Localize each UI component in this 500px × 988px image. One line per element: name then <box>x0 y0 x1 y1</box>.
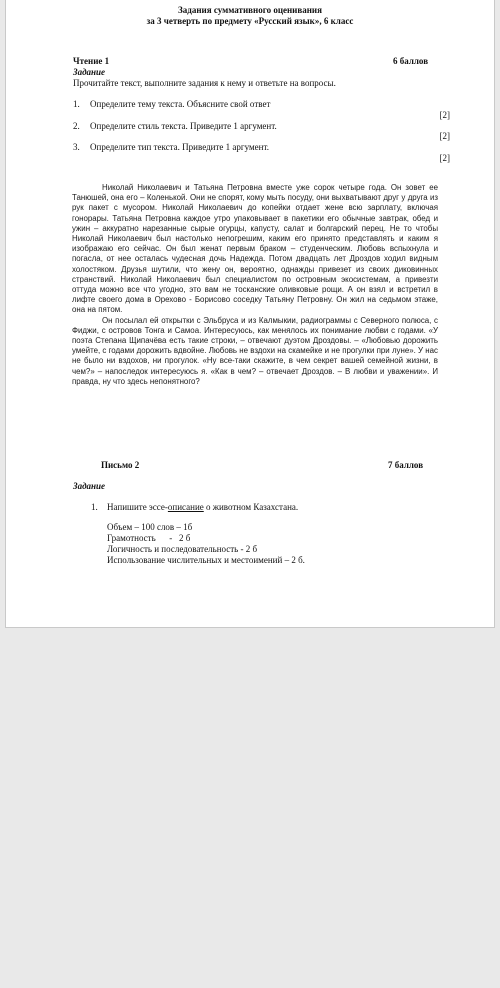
question-text: Определите стиль текста. Приведите 1 аргумент. <box>90 121 277 131</box>
reading-paragraph-2: Он посылал ей открытки с Эльбруса и из Калмыкии, радиограммы с Северного полюса, с Фиджи, с островов Тонга и Самоа. Интересуюсь, как менялось их понимание любви с годами. «У поэта Степана Щипачёва есть такие строки, – отвечают дуэтом Дроздовы. – «Любовью дорожить умейте, с годами дорожить вдвойне. Любовь не вздохи на скамейке и не прогулки при луне». У нас не было ни вздохов, ни прогулок. «Ну все-таки скажите, в чем секрет вашей семейной жизни, в чем?» – напоследок интересуюсь я. «Как в чем? – отвечает Дроздов. – В любви и уважении». И правда, ну что здесь непонятного? <box>72 315 438 386</box>
task-text-part: о животном Казахстана. <box>203 502 299 512</box>
question-3-mark: [2] <box>439 153 450 163</box>
question-text: Определите тип текста. Приведите 1 аргумент. <box>90 142 269 152</box>
criterion-item: Использование числительных и местоимений – 2 б. <box>107 555 305 565</box>
reading-paragraph-1: Николай Николаевич и Татьяна Петровна вместе уже сорок четыре года. Он зовет ее Танюшей, она его – Коленькой. Они не спорят, кому мыть посуду, они выхватывают друг у друга из рук пакет с мусором. Николай Николаевич до копейки отдает жене всю зарплату, включая гонорары. Татьяна Петровна каждое утро упаковывает в пакетики его обычные завтрак, обед и ужин – аккуратно нарезанные сырые огурцы, капусту, салат и болгарский перец. Не то чтобы Николай Николаевич был настолько непогрешим, каким его принято представлять и каким я изображаю его сейчас. Он был женат первым браком – студенческим. Любовь вспыхнула и погасла, от нее осталась чудесная дочь Надежда. Потом двадцать лет Дроздов ходил видным холостяком. Друзья шутили, что жену он, вероятно, однажды привезет из своих диковинных странствий. Николай Николаевич был специалистом по островным экосистемам, а привезти оттуда можно все что угодно, это вам не тосканские оливковые рощи. А он взял и встретил в лифте своего дома в Орехово - Борисово соседку Татьяну Петровну. Он жил на седьмом этаже, она на пятом. <box>72 183 438 315</box>
header-line-1: Задания суммативного оценивания <box>178 5 322 15</box>
question-3 <box>73 142 269 153</box>
criteria-list <box>107 522 305 566</box>
reading-points: 6 баллов <box>393 56 429 66</box>
reading-instruction: Прочитайте текст, выполните задания к нему и ответьте на вопросы. <box>73 78 336 88</box>
header-line-2: за 3 четверть по предмету «Русский язык», 6 класс <box>146 16 354 26</box>
writing-points: 7 баллов <box>388 460 424 470</box>
task-text <box>107 502 298 513</box>
criterion-item: Логичность и последовательность - 2 б <box>107 544 258 554</box>
task-text-part: Напишите эссе- <box>107 502 168 512</box>
criterion-item: Объем – 100 слов – 1б <box>107 522 193 532</box>
criterion-item: Грамотность - 2 б <box>107 533 191 543</box>
question-1-mark: [2] <box>439 110 450 120</box>
question-text: Определите тему текста. Объясните свой ответ <box>90 99 271 109</box>
question-number: 2. <box>73 121 80 131</box>
question-1 <box>73 99 270 110</box>
writing-task-1 <box>91 502 298 513</box>
writing-task-label: Задание <box>73 481 106 491</box>
document-page <box>5 0 495 628</box>
question-2 <box>73 121 277 132</box>
question-number: 3. <box>73 142 80 152</box>
reading-title: Чтение 1 <box>73 56 110 66</box>
task-number: 1. <box>91 502 98 512</box>
writing-title: Письмо 2 <box>101 460 140 470</box>
question-2-mark: [2] <box>439 131 450 141</box>
reading-text <box>72 183 438 387</box>
document-header <box>6 5 494 27</box>
reading-task-label: Задание <box>73 67 106 77</box>
task-text-underlined: описание <box>167 502 204 512</box>
question-number: 1. <box>73 99 80 109</box>
